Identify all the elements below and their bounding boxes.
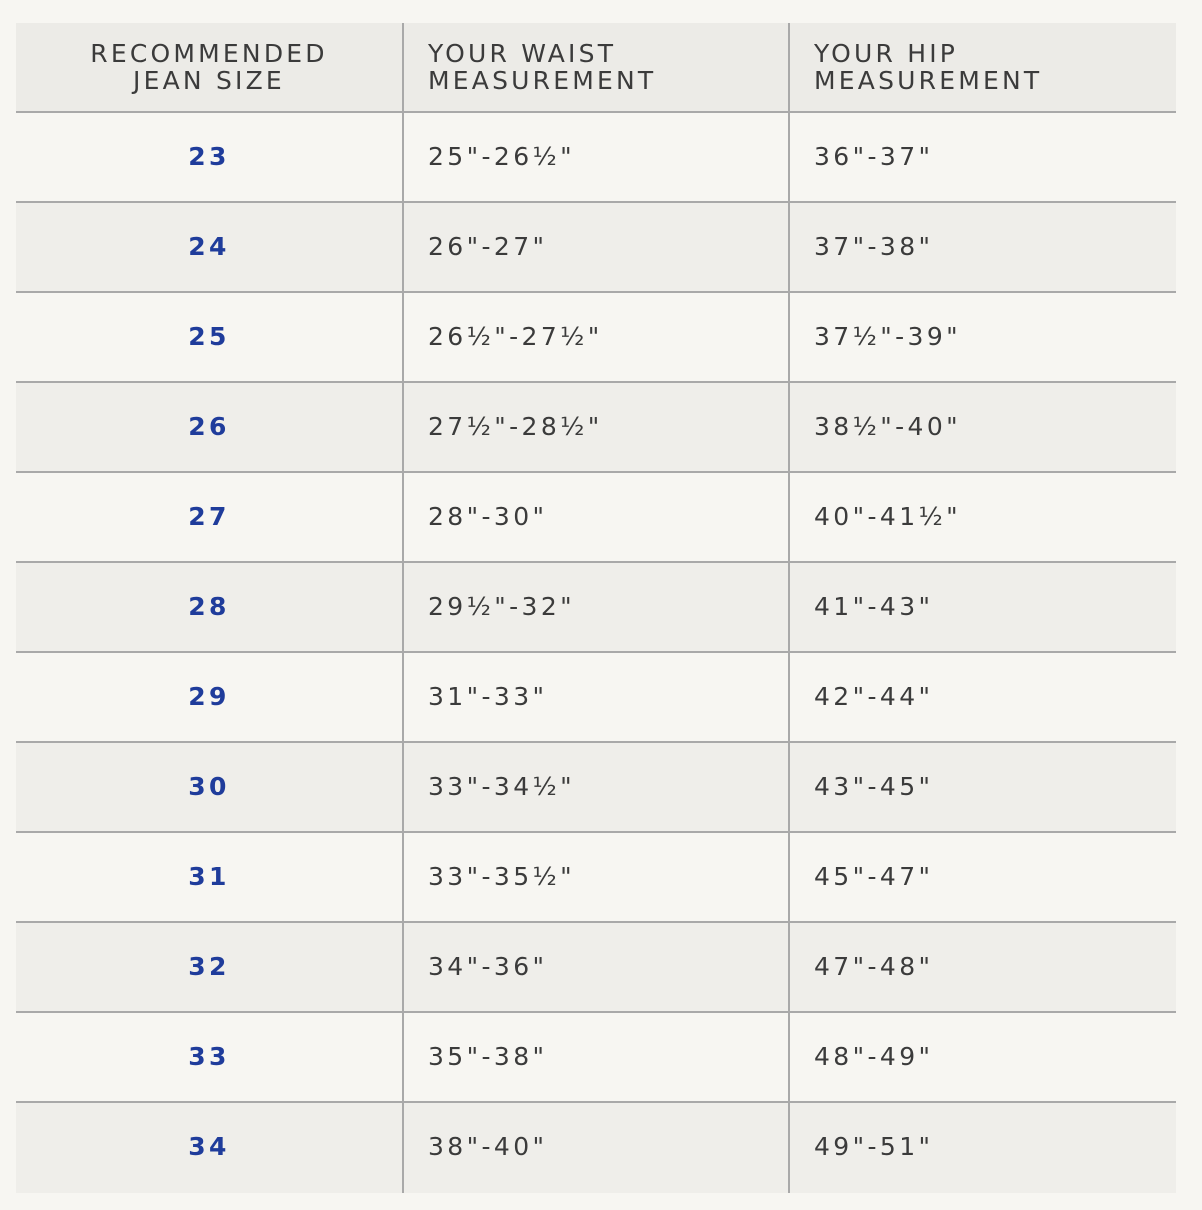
waist-cell: 27½"-28½" — [428, 412, 603, 441]
hip-cell: 40"-41½" — [814, 502, 962, 531]
table-row — [16, 833, 1176, 923]
hip-cell: 37½"-39" — [814, 322, 962, 351]
table-row — [16, 1103, 1176, 1193]
header-hip-line-2: MEASUREMENT — [814, 66, 1043, 95]
waist-cell: 33"-34½" — [428, 772, 576, 801]
hip-cell: 37"-38" — [814, 232, 934, 261]
table-row — [16, 113, 1176, 203]
hip-cell: 43"-45" — [814, 772, 934, 801]
column-divider — [788, 23, 790, 1193]
hip-cell: 48"-49" — [814, 1042, 934, 1071]
waist-cell: 26"-27" — [428, 232, 548, 261]
waist-cell: 29½"-32" — [428, 592, 576, 621]
hip-cell: 41"-43" — [814, 592, 934, 621]
jean-size-cell: 23 — [188, 142, 230, 171]
hip-cell: 47"-48" — [814, 952, 934, 981]
table-row — [16, 293, 1176, 383]
jean-size-cell: 33 — [188, 1042, 230, 1071]
jean-size-cell: 26 — [188, 412, 230, 441]
waist-cell: 38"-40" — [428, 1132, 548, 1161]
column-divider — [402, 23, 404, 1193]
header-hip-line-1: YOUR HIP — [814, 39, 959, 68]
hip-cell: 36"-37" — [814, 142, 934, 171]
table-row — [16, 383, 1176, 473]
jean-size-cell: 25 — [188, 322, 230, 351]
jean-size-cell: 29 — [188, 682, 230, 711]
table-row — [16, 653, 1176, 743]
table-row — [16, 923, 1176, 1013]
hip-cell: 42"-44" — [814, 682, 934, 711]
waist-cell: 25"-26½" — [428, 142, 576, 171]
table-row — [16, 1013, 1176, 1103]
size-chart-table — [16, 23, 1176, 1193]
hip-cell: 38½"-40" — [814, 412, 962, 441]
header-waist-line-1: YOUR WAIST — [428, 39, 617, 68]
header-hip — [814, 23, 1174, 111]
hip-cell: 49"-51" — [814, 1132, 934, 1161]
waist-cell: 33"-35½" — [428, 862, 576, 891]
table-header — [16, 23, 1176, 113]
header-jean-size-line-2: JEAN SIZE — [133, 66, 285, 95]
hip-cell: 45"-47" — [814, 862, 934, 891]
waist-cell: 28"-30" — [428, 502, 548, 531]
waist-cell: 26½"-27½" — [428, 322, 603, 351]
jean-size-cell: 27 — [188, 502, 230, 531]
waist-cell: 31"-33" — [428, 682, 548, 711]
waist-cell: 35"-38" — [428, 1042, 548, 1071]
waist-cell: 34"-36" — [428, 952, 548, 981]
jean-size-cell: 32 — [188, 952, 230, 981]
table-row — [16, 203, 1176, 293]
table-row — [16, 743, 1176, 833]
table-row — [16, 563, 1176, 653]
header-waist — [428, 23, 788, 111]
jean-size-cell: 24 — [188, 232, 230, 261]
table-body — [16, 113, 1176, 1193]
header-jean-size — [16, 23, 402, 111]
jean-size-cell: 34 — [188, 1132, 230, 1161]
jean-size-cell: 28 — [188, 592, 230, 621]
table-row — [16, 473, 1176, 563]
jean-size-cell: 30 — [188, 772, 230, 801]
header-jean-size-line-1: RECOMMENDED — [90, 39, 328, 68]
header-waist-line-2: MEASUREMENT — [428, 66, 657, 95]
jean-size-cell: 31 — [188, 862, 230, 891]
